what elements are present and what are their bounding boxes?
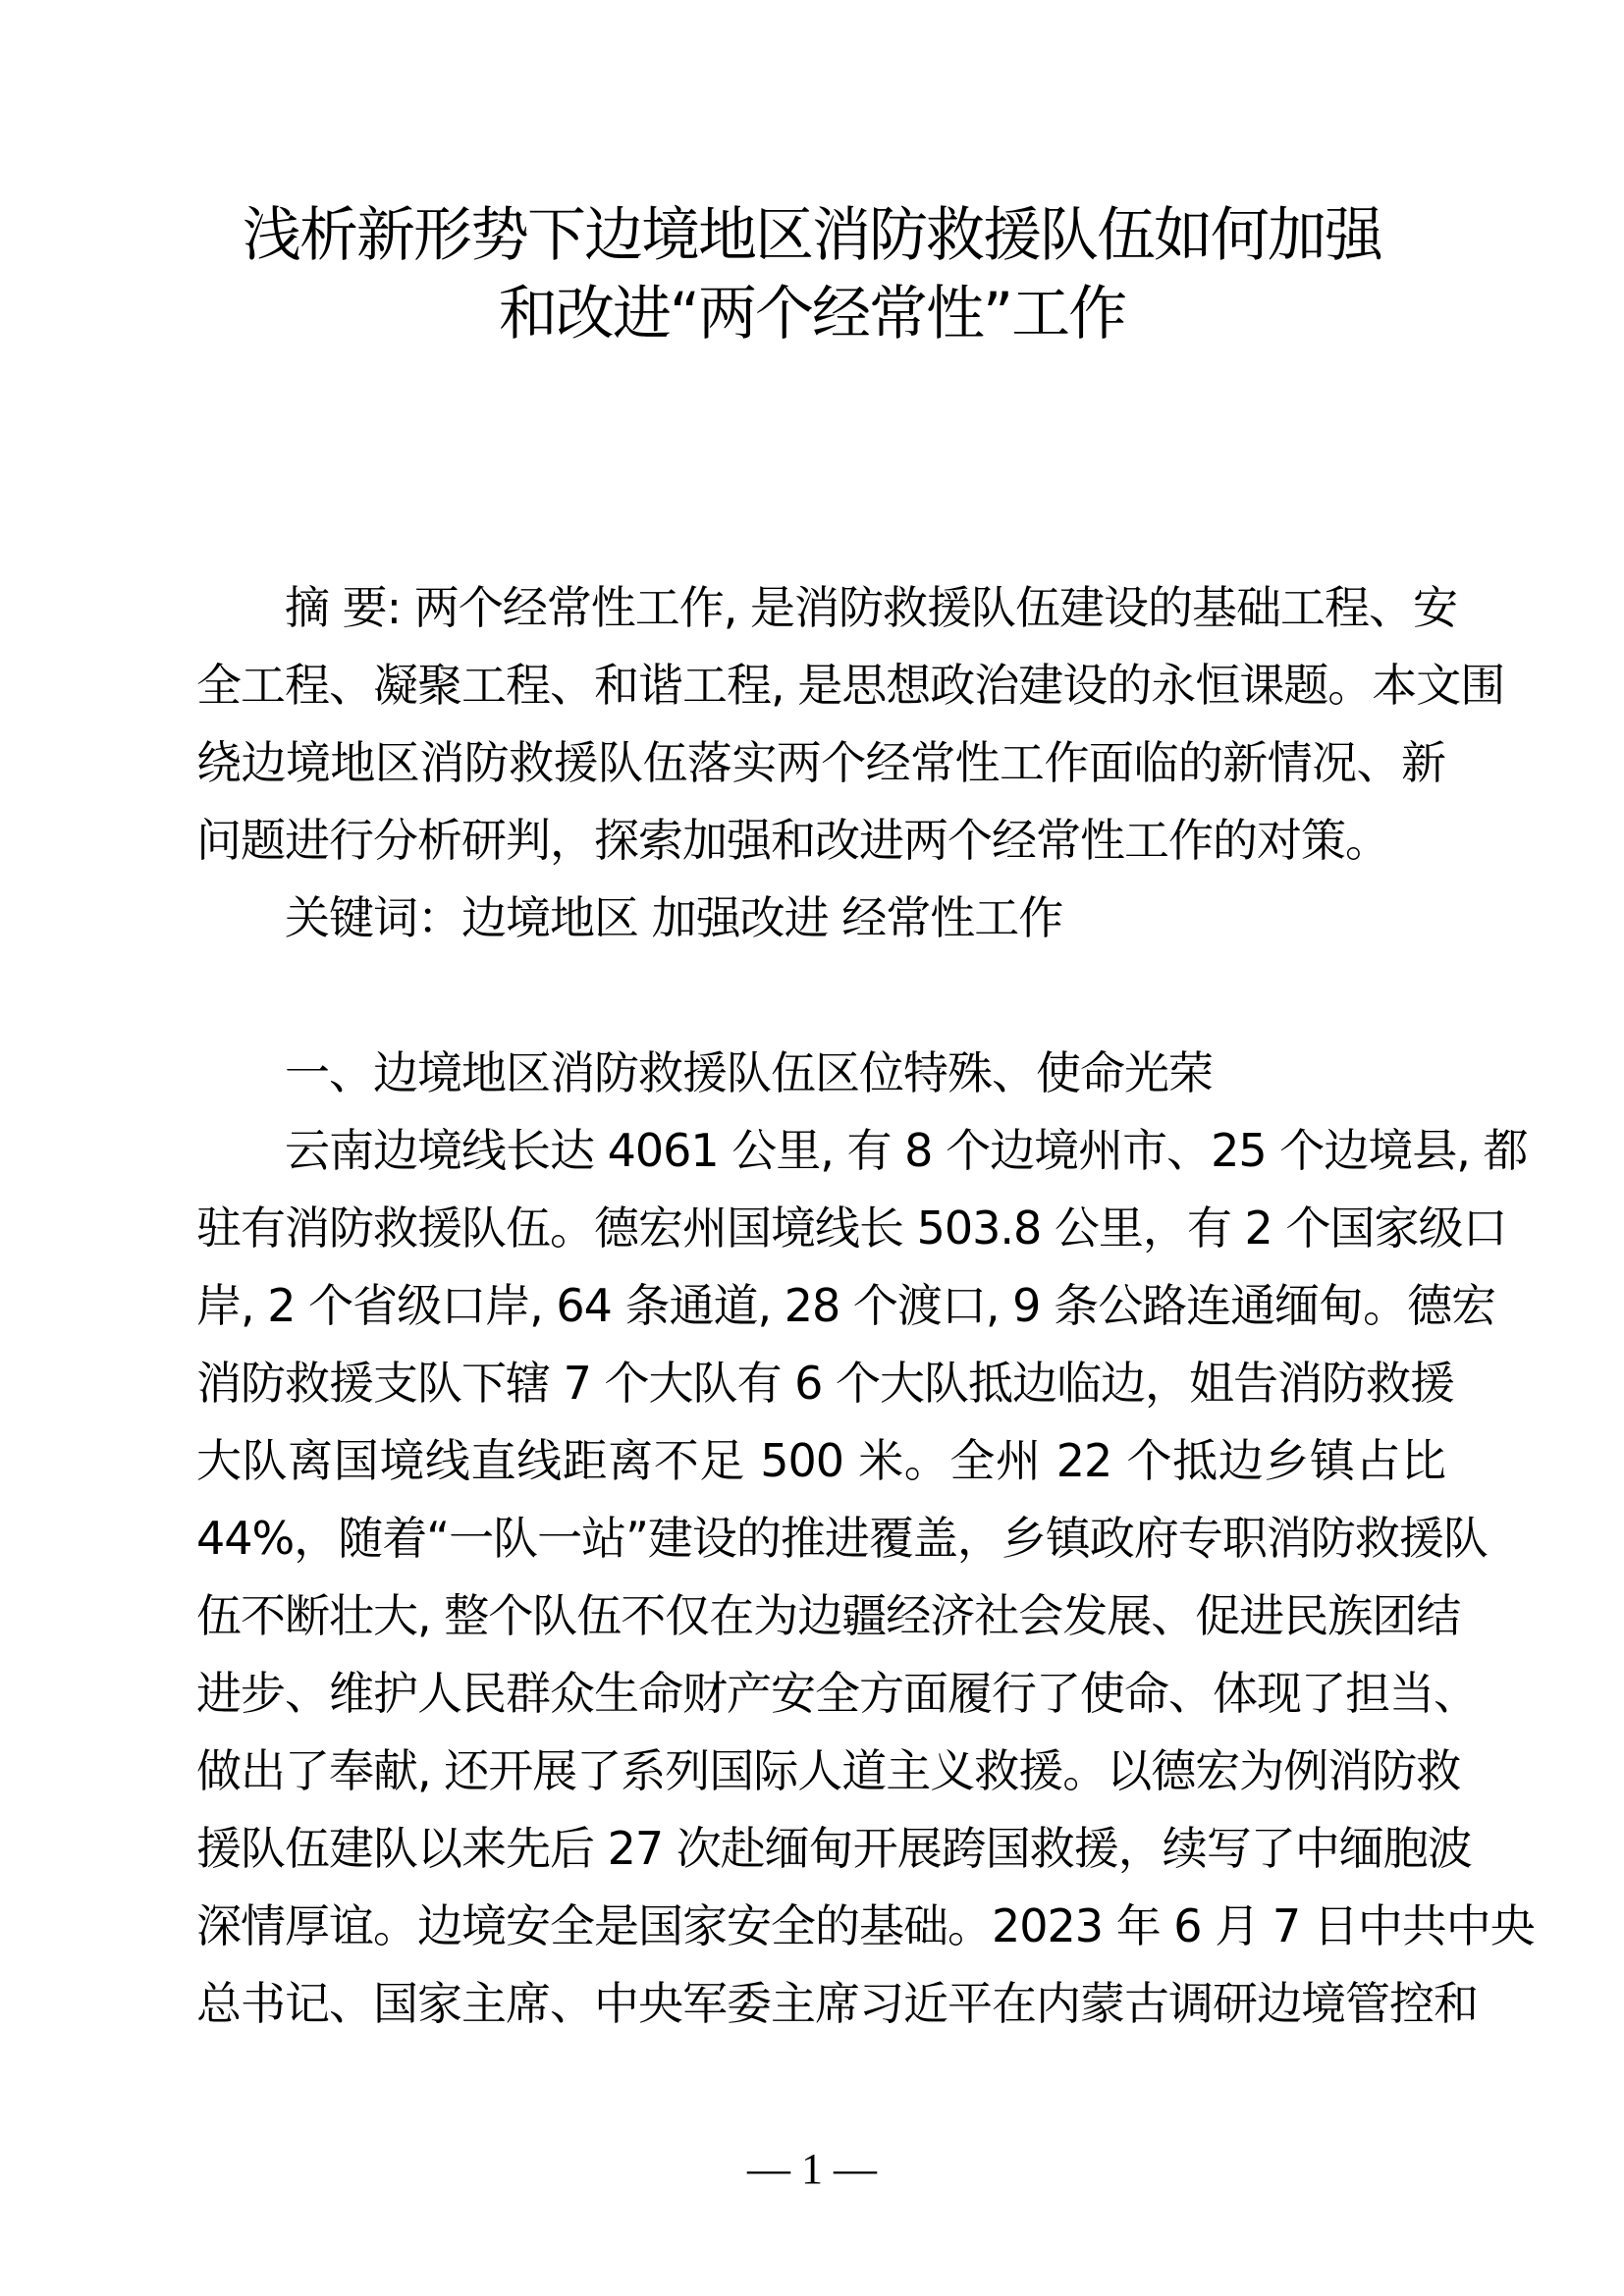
body-line: 伍不断壮大, 整个队伍不仅在为边疆经济社会发展、促进民族团结 — [196, 1589, 1461, 1642]
body-line: 消防救援支队下辖 7 个大队有 6 个大队抵边临边，姐告消防救援 — [196, 1357, 1455, 1410]
document-title-line-1: 浅析新形势下边境地区消防救援队伍如何加强 — [243, 201, 1381, 270]
body-line: 云南边境线长达 4061 公里, 有 8 个边境州市、25 个边境县, 都 — [285, 1124, 1528, 1177]
abstract-line: 摘 要: 两个经常性工作, 是消防救援队伍建设的基础工程、安 — [285, 581, 1457, 634]
document-title-line-2: 和改进“两个经常性”工作 — [498, 280, 1126, 348]
body-line: 44%，随着“一队一站”建设的推进覆盖，乡镇政府专职消防救援队 — [196, 1512, 1488, 1565]
body-line: 援队伍建队以来先后 27 次赴缅甸开展跨国救援，续写了中缅胞波 — [196, 1822, 1472, 1875]
body-line: 岸, 2 个省级口岸, 64 条通道, 28 个渡口, 9 条公路连通缅甸。德宏 — [196, 1279, 1496, 1332]
body-line: 总书记、国家主席、中央军委主席习近平在内蒙古调研边境管控和 — [196, 1977, 1478, 2030]
page-number: — 1 — — [747, 2145, 877, 2193]
section-heading: 一、边境地区消防救援队伍区位特殊、使命光荣 — [285, 1046, 1213, 1099]
keywords: 关键词：边境地区 加强改进 经常性工作 — [285, 891, 1063, 944]
abstract-line: 全工程、凝聚工程、和谐工程, 是思想政治建设的永恒课题。本文围 — [196, 659, 1505, 712]
body-line: 驻有消防救援队伍。德宏州国境线长 503.8 公里，有 2 个国家级口 — [196, 1201, 1507, 1255]
body-line: 深情厚谊。边境安全是国家安全的基础。2023 年 6 月 7 日中共中央 — [196, 1899, 1535, 1952]
body-line: 做出了奉献, 还开展了系列国际人道主义救援。以德宏为例消防救 — [196, 1744, 1461, 1797]
abstract-line: 问题进行分析研判，探索加强和改进两个经常性工作的对策。 — [196, 814, 1389, 867]
body-line: 大队离国境线直线距离不足 500 米。全州 22 个抵边乡镇占比 — [196, 1434, 1445, 1487]
body-line: 进步、维护人民群众生命财产安全方面履行了使命、体现了担当、 — [196, 1667, 1478, 1720]
abstract-line: 绕边境地区消防救援队伍落实两个经常性工作面临的新情况、新 — [196, 736, 1445, 789]
